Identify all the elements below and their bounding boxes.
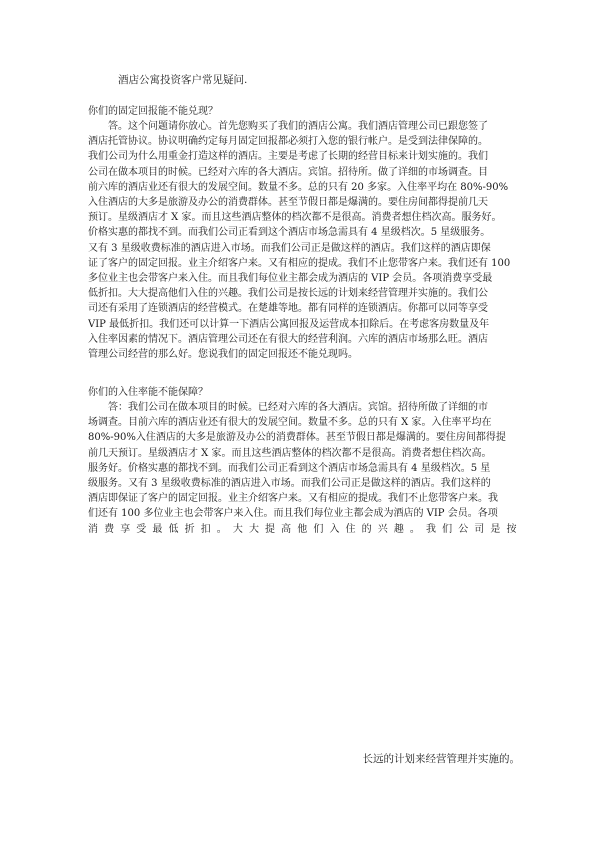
answer-line: 低折扣。大大提高他们入住的兴趣。我们公司是按长远的计划来经营管理并实施的。我们公 [88, 288, 488, 300]
answer-line: 酒店托管协议。协议明确约定每月固定回报都必须打入您的银行帐户。是受到法律保障的。 [88, 136, 488, 148]
answer-line: 酒店即保证了客户的固定回报。业主介绍客户来。又有相应的提成。我们不止您带客户来。我 [88, 493, 498, 505]
faq-section-occupancy [88, 385, 518, 537]
answer-line: 又有 3 星级收费标准的酒店进入市场。而我们公司正是做这样的酒店。我们这样的酒店即保 [88, 242, 491, 254]
question-occupancy: 你们的入住率能不能保障？ [88, 387, 208, 398]
answer-line: 管理公司经营的那么好。您说我们的固定回报还不能兑现吗。 [88, 349, 358, 361]
answer-line: 多位业主也会带客户来入住。而且我们每位业主都会成为酒店的 VIP 会员。各项消费享受最 [88, 273, 493, 285]
answer-line: 服务好。价格实惠的都找不到。而我们公司正看到这个酒店市场急需具有 4 星级档次。5 星 [88, 462, 491, 474]
page-footer-text: 长远的计划来经营管理并实施的。 [362, 753, 520, 765]
answer-line: 入住酒店的大多是旅游及办公的消费群体。甚至节假日都是爆满的。要住房间都得提前几天 [88, 197, 488, 209]
answer-line: 公司在做本项目的时候。已经对六库的各大酒店。宾馆。招待所。做了详细的市场调查。目 [88, 166, 488, 178]
answer-line: 价格实惠的都找不到。而我们公司正看到这个酒店市场急需具有 4 星级档次。5 星级服务。 [88, 227, 491, 239]
answer-line: 前几天预订。星级酒店才 X 家。而且这些酒店整体的档次都不是很高。消费者想住档次高。 [88, 447, 492, 459]
answer-line: 前六库的酒店业还有很大的发展空间。数量不多。总的只有 20 多家。入住率平均在 80%-90% [88, 181, 509, 193]
answer-line: 消费享受最低折扣。大大提高他们入住的兴趣。我们公司是按 [88, 523, 518, 535]
answer-line: 们还有 100 多位业主也会带客户来入住。而且我们每位业主都会成为酒店的 VIP 会员。各项 [88, 508, 498, 520]
faq-section-fixed-return [88, 104, 518, 362]
answer-line: 80%-90%入住酒店的大多是旅游及办公的消费群体。甚至节假日都是爆满的。要住房间都得提 [88, 432, 506, 444]
answer-line: 我们公司为什么用重金打造这样的酒店。主要是考虑了长期的经营目标来计划实施的。我们 [88, 151, 488, 163]
answer-line: 答：我们公司在做本项目的时候。已经对六库的各大酒店。宾馆。招待所做了详细的市 [108, 402, 488, 413]
answer-line: 证了客户的固定回报。业主介绍客户来。又有相应的提成。我们不止您带客户来。我们还有 100 [88, 257, 511, 269]
answer-fixed-return [88, 119, 518, 362]
answer-line: 场调查。目前六库的酒店业还有很大的发展空间。数量不多。总的只有 X 家。入住率平均在 [88, 417, 492, 429]
answer-occupancy [88, 400, 518, 537]
answer-line: 入住率因素的情况下。酒店管理公司还在有很大的经营利润。六库的酒店市场那么旺。酒店 [88, 333, 488, 345]
answer-line: VIP 最低折扣。我们还可以计算一下酒店公寓回报及运营成本扣除后。在考虑客房数量及年 [88, 318, 490, 330]
answer-line: 司还有采用了连锁酒店的经营模式。在楚雄等地。都有同样的连锁酒店。你都可以同等享受 [88, 303, 488, 315]
answer-line: 级服务。又有 3 星级收费标准的酒店进入市场。而我们公司正是做这样的酒店。我们这样的 [88, 478, 491, 490]
document-title: 酒店公寓投资客户常见疑问. [118, 74, 248, 86]
answer-line: 预订。星级酒店才 X 家。而且这些酒店整体的档次都不是很高。消费者想住档次高。服务好。 [88, 212, 502, 224]
question-fixed-return: 你们的固定回报能不能兑现？ [88, 106, 218, 117]
answer-line: 答。这个问题请你放心。首先您购买了我们的酒店公寓。我们酒店管理公司已跟您签了 [108, 121, 488, 132]
